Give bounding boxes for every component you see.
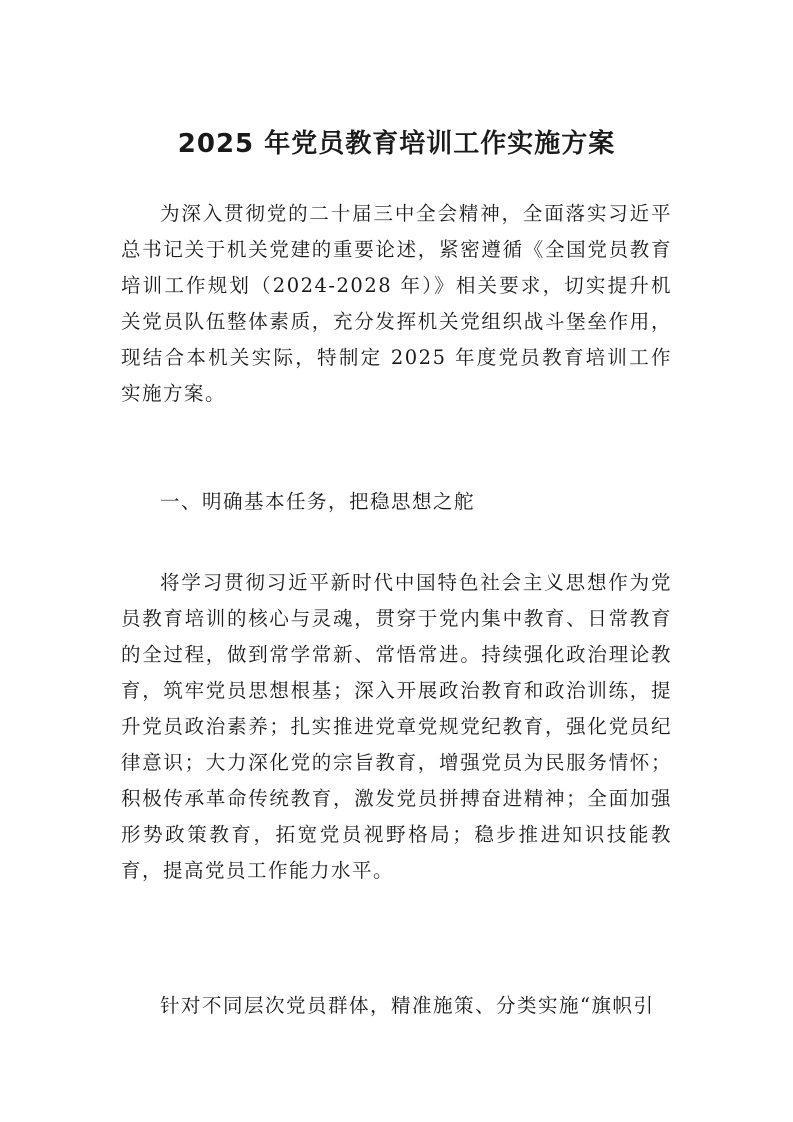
section-heading-1: 一、明确基本任务，把稳思想之舵: [160, 490, 476, 513]
section-1-paragraph-2: 针对不同层次党员群体，精准施策、分类实施“旗帜引: [160, 994, 655, 1017]
intro-paragraph: 为深入贯彻党的二十届三中全会精神，全面落实习近平总书记关于机关党建的重要论述，紧密遵循《全国党员教育培训工作规划（2024-2028 年）》相关要求，切实提升机关党员队伍整体素质，充分发挥机关党组织战斗堡垒作用，现结合本机关实际，特制定 2025 年度党员教育培训工作实施方案。: [121, 202, 672, 405]
document-title: 2025 年党员教育培训工作实施方案: [177, 129, 616, 159]
section-1-paragraph: 将学习贯彻习近平新时代中国特色社会主义思想作为党员教育培训的核心与灵魂，贯穿于党内集中教育、日常教育的全过程，做到常学常新、常悟常进。持续强化政治理论教育，筑牢党员思想根基；深入开展政治教育和政治训练，提升党员政治素养；扎实推进党章党规党纪教育，强化党员纪律意识；大力深化党的宗旨教育，增强党员为民服务情怀；积极传承革命传统教育，激发党员拼搏奋进精神；全面加强形势政策教育，拓宽党员视野格局；稳步推进知识技能教育，提高党员工作能力水平。: [121, 571, 672, 882]
